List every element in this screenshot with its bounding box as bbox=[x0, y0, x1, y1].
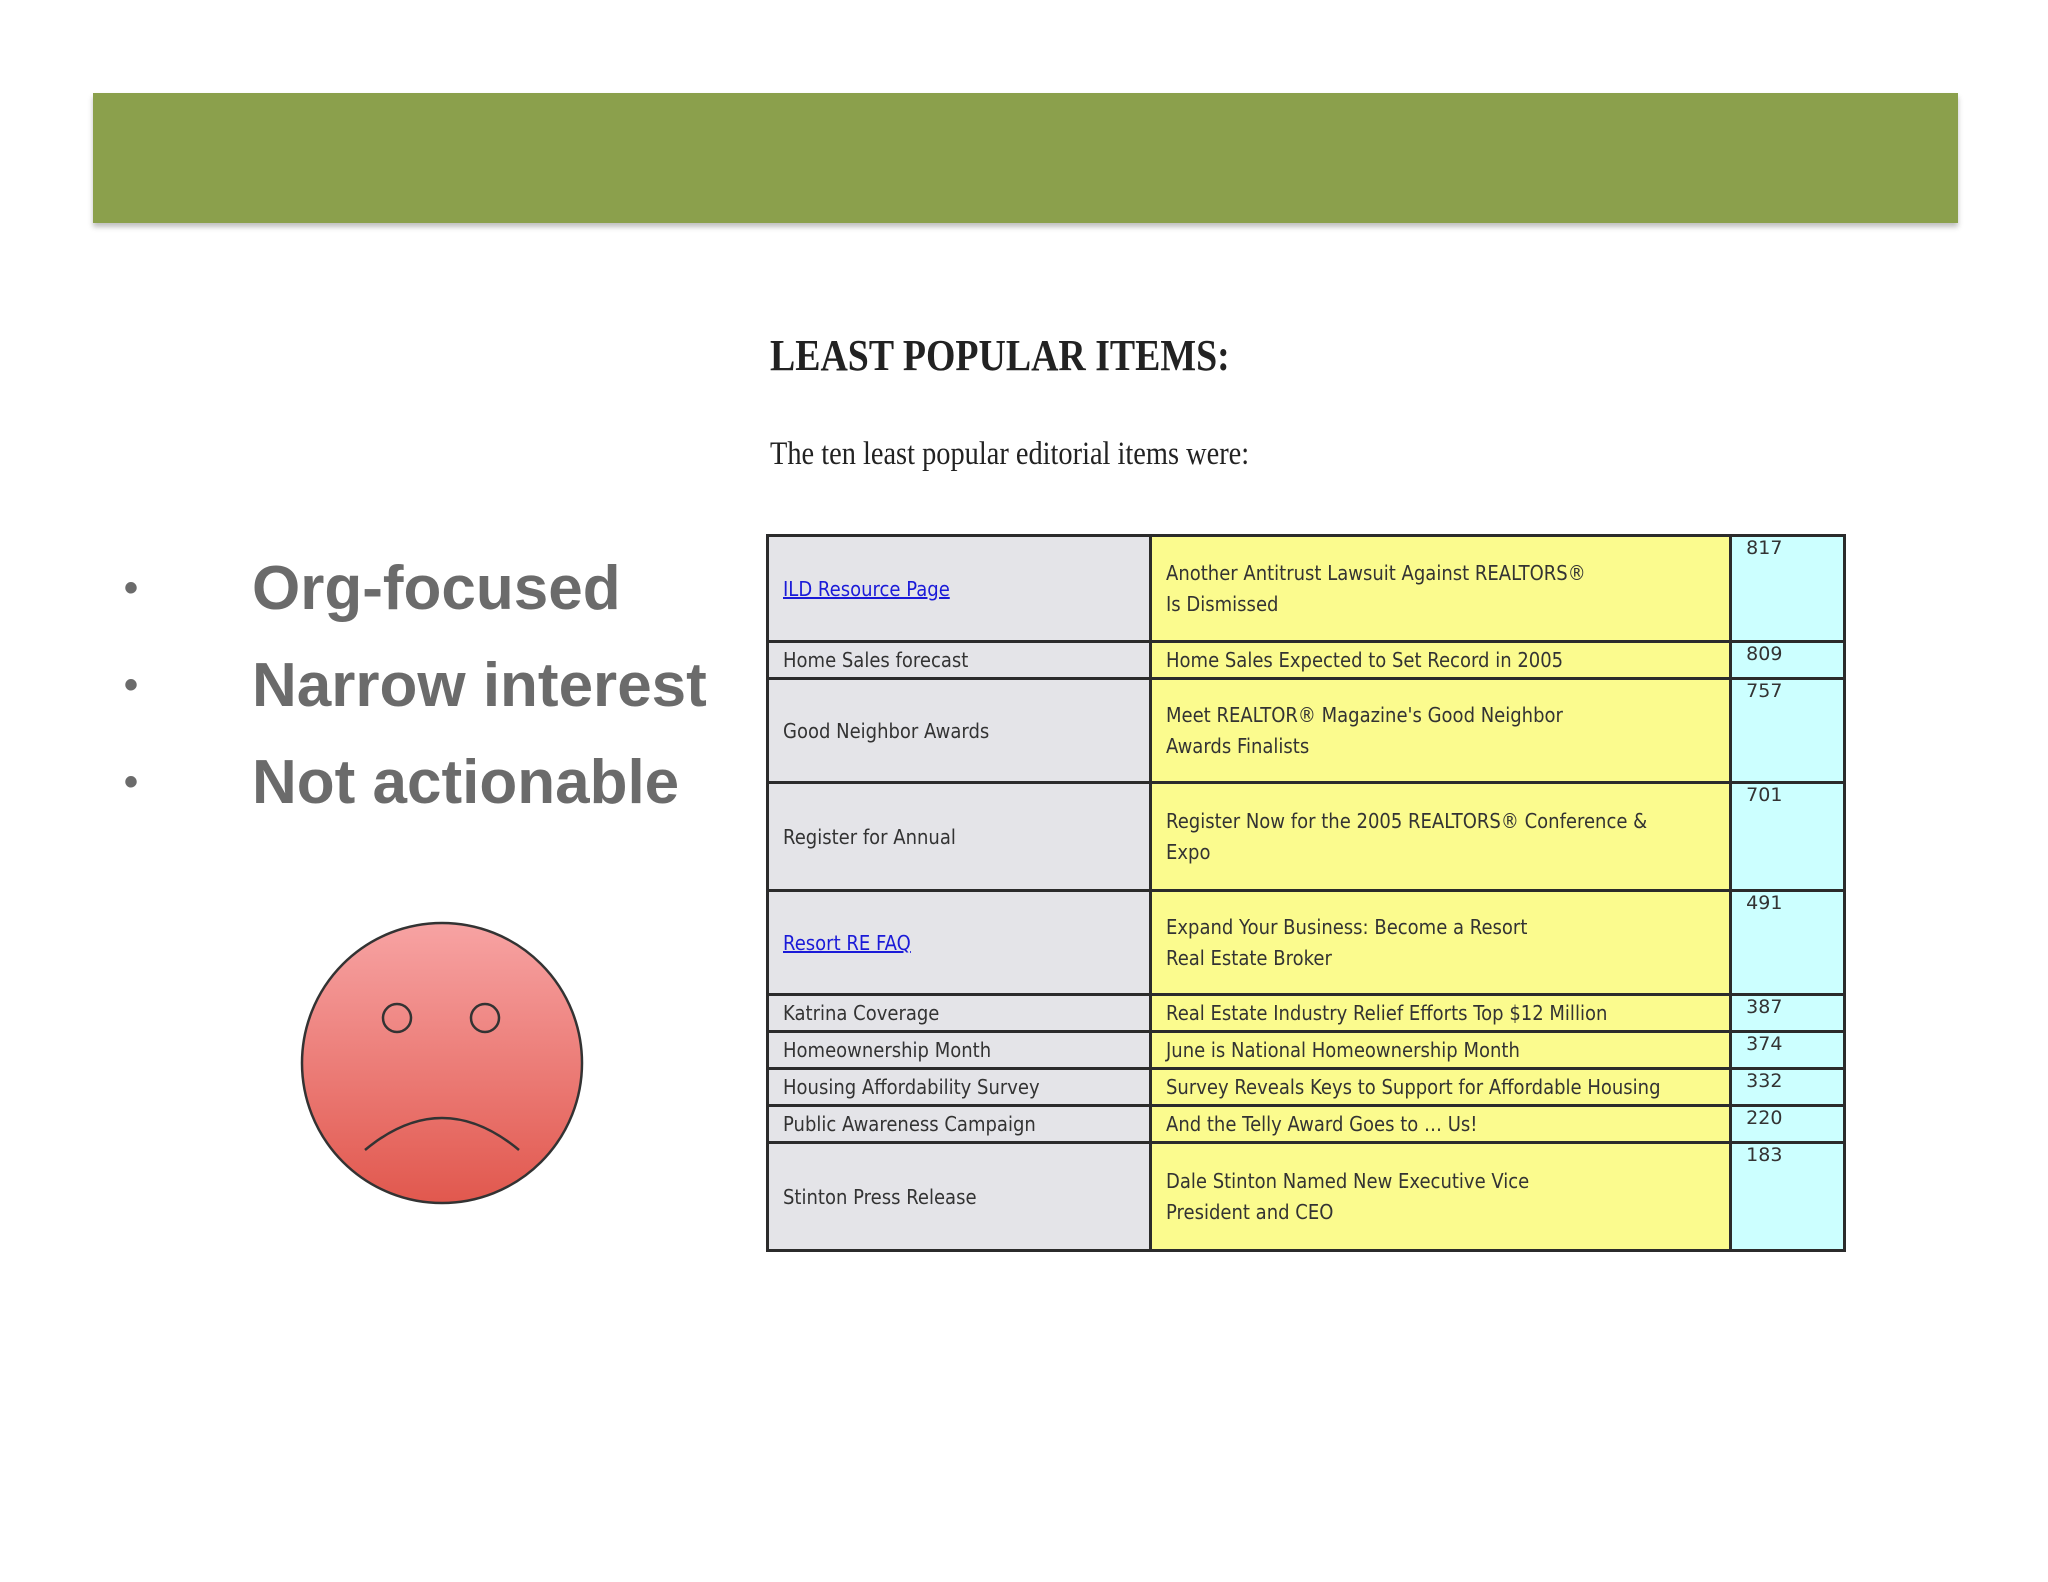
headline-cell bbox=[1150, 891, 1730, 995]
count-cell bbox=[1731, 891, 1845, 995]
table-row bbox=[768, 783, 1845, 891]
count-value: 387 bbox=[1746, 996, 1783, 1018]
sad-face-icon bbox=[297, 918, 587, 1208]
count-cell bbox=[1731, 679, 1845, 783]
count-cell bbox=[1731, 1032, 1845, 1069]
bullet-item bbox=[120, 540, 707, 637]
item-cell bbox=[768, 1106, 1151, 1143]
count-cell bbox=[1731, 536, 1845, 642]
bullet-marker: • bbox=[124, 760, 139, 804]
doc-title: LEAST POPULAR ITEMS: bbox=[770, 331, 1230, 380]
headline-line: And the Telly Award Goes to … Us! bbox=[1165, 1111, 1478, 1136]
bullet-list bbox=[120, 540, 707, 831]
table-row bbox=[768, 1106, 1845, 1143]
item-cell[interactable] bbox=[768, 891, 1151, 995]
headline-cell bbox=[1150, 995, 1730, 1032]
bullet-text: Org-focused bbox=[252, 554, 621, 623]
item-label: Good Neighbor Awards bbox=[783, 718, 990, 743]
bullet-text: Narrow interest bbox=[252, 651, 707, 720]
headline-line: Another Antitrust Lawsuit Against REALTORS® bbox=[1165, 560, 1586, 585]
headline-cell bbox=[1150, 536, 1730, 642]
item-label: Register for Annual bbox=[783, 824, 956, 849]
bullet-marker: • bbox=[124, 566, 139, 610]
count-cell bbox=[1731, 642, 1845, 679]
least-popular-table bbox=[766, 534, 1846, 1252]
item-label: Housing Affordability Survey bbox=[783, 1075, 1040, 1099]
headline-cell bbox=[1150, 642, 1730, 679]
title-banner bbox=[93, 93, 1958, 223]
table-row bbox=[768, 536, 1845, 642]
headline-line: Expand Your Business: Become a Resort bbox=[1165, 914, 1528, 939]
bullet-marker: • bbox=[124, 663, 139, 707]
count-cell bbox=[1731, 1143, 1845, 1251]
headline-line: Real Estate Broker bbox=[1165, 945, 1332, 970]
headline-line: June is National Homeownership Month bbox=[1165, 1037, 1520, 1062]
doc-subtitle: The ten least popular editorial items were: bbox=[770, 436, 1250, 472]
bullet-item bbox=[120, 637, 707, 734]
count-cell bbox=[1731, 1069, 1845, 1106]
headline-cell bbox=[1150, 1069, 1730, 1106]
count-value: 701 bbox=[1746, 784, 1783, 806]
count-value: 817 bbox=[1746, 537, 1783, 559]
count-value: 183 bbox=[1746, 1144, 1783, 1166]
item-cell bbox=[768, 1069, 1151, 1106]
table-row bbox=[768, 891, 1845, 995]
table-row bbox=[768, 1143, 1845, 1251]
count-cell bbox=[1731, 783, 1845, 891]
headline-cell bbox=[1150, 1032, 1730, 1069]
item-label: Katrina Coverage bbox=[783, 1001, 940, 1025]
item-cell[interactable] bbox=[768, 536, 1151, 642]
headline-cell bbox=[1150, 679, 1730, 783]
headline-line: Survey Reveals Keys to Support for Affordable Housing bbox=[1165, 1074, 1661, 1099]
headline-line: Dale Stinton Named New Executive Vice bbox=[1165, 1168, 1529, 1193]
count-value: 220 bbox=[1746, 1107, 1783, 1129]
count-cell bbox=[1731, 995, 1845, 1032]
headline-line: Meet REALTOR® Magazine's Good Neighbor bbox=[1165, 702, 1563, 727]
item-label: Public Awareness Campaign bbox=[783, 1112, 1036, 1136]
headline-cell bbox=[1150, 1143, 1730, 1251]
item-link[interactable]: Resort RE FAQ bbox=[783, 930, 911, 955]
bullet-text: Not actionable bbox=[252, 748, 680, 817]
headline-cell bbox=[1150, 783, 1730, 891]
item-label: Stinton Press Release bbox=[783, 1184, 977, 1209]
item-cell bbox=[768, 1032, 1151, 1069]
bullet-item bbox=[120, 734, 707, 831]
headline-cell bbox=[1150, 1106, 1730, 1143]
item-cell bbox=[768, 783, 1151, 891]
headline-line: Is Dismissed bbox=[1165, 591, 1279, 616]
count-value: 757 bbox=[1746, 680, 1783, 702]
headline-line: Awards Finalists bbox=[1165, 733, 1309, 758]
table-row bbox=[768, 1069, 1845, 1106]
count-value: 809 bbox=[1746, 643, 1783, 665]
item-cell bbox=[768, 679, 1151, 783]
item-label: Homeownership Month bbox=[783, 1038, 992, 1062]
item-link[interactable]: ILD Resource Page bbox=[783, 576, 950, 601]
table-row bbox=[768, 679, 1845, 783]
table-row bbox=[768, 1032, 1845, 1069]
table-row bbox=[768, 995, 1845, 1032]
count-value: 491 bbox=[1746, 892, 1783, 914]
headline-line: Real Estate Industry Relief Efforts Top $12 Million bbox=[1165, 1000, 1608, 1025]
headline-line: President and CEO bbox=[1165, 1199, 1334, 1224]
item-cell bbox=[768, 995, 1151, 1032]
headline-line: Home Sales Expected to Set Record in 2005 bbox=[1165, 647, 1563, 672]
headline-line: Expo bbox=[1165, 839, 1211, 864]
count-cell bbox=[1731, 1106, 1845, 1143]
item-cell bbox=[768, 642, 1151, 679]
table-row bbox=[768, 642, 1845, 679]
count-value: 332 bbox=[1746, 1070, 1783, 1092]
count-value: 374 bbox=[1746, 1033, 1783, 1055]
item-cell bbox=[768, 1143, 1151, 1251]
item-label: Home Sales forecast bbox=[783, 648, 969, 672]
headline-line: Register Now for the 2005 REALTORS® Conference & bbox=[1165, 808, 1647, 833]
